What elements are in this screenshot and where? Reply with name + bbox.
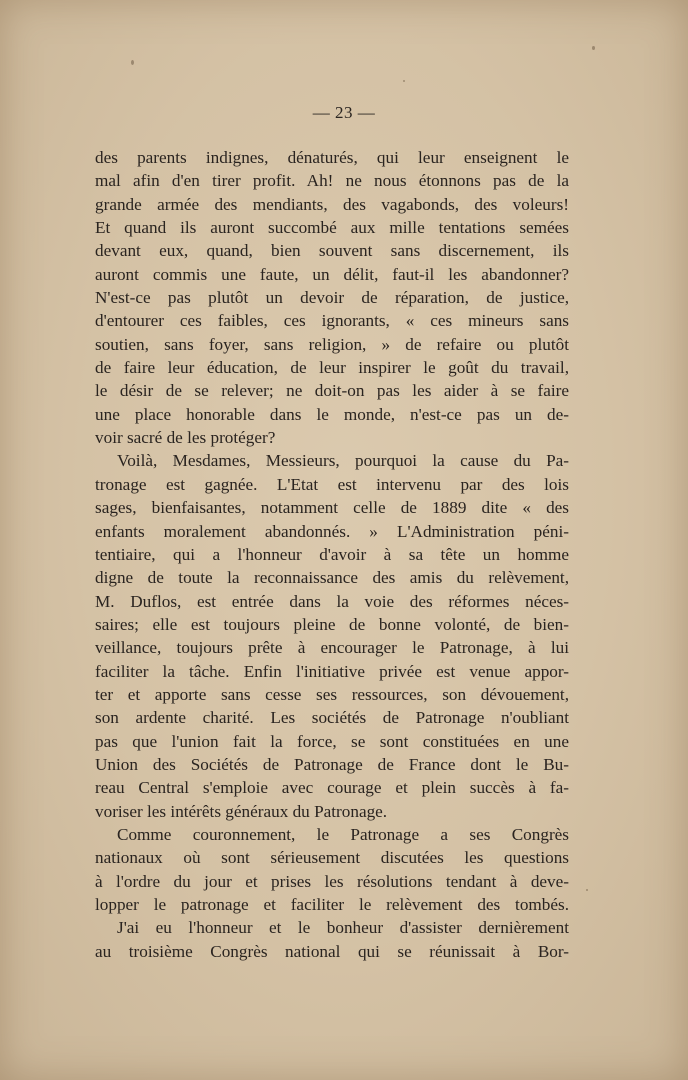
text-line: Union des Sociétés de Patronage de France dont le Bu- bbox=[95, 754, 569, 774]
text-line: voir sacré de les protéger? bbox=[95, 428, 276, 448]
text-line: tronage est gagnée. L'Etat est intervenu par des lois bbox=[95, 474, 569, 494]
text-line: de faire leur éducation, de leur inspirer le goût du travail, bbox=[95, 358, 569, 378]
text-line: des parents indignes, dénaturés, qui leur enseignent le bbox=[95, 148, 569, 167]
text-line: enfants moralement abandonnés. » L'Administration péni- bbox=[95, 521, 569, 541]
page-number: — 23 — bbox=[312, 103, 376, 122]
text-line: auront commis une faute, un délit, faut-il les abandonner? bbox=[95, 264, 569, 284]
text-line: au troisième Congrès national qui se réunissait à Bor- bbox=[95, 941, 569, 961]
paper-speck bbox=[592, 46, 595, 50]
text-line: sages, bienfaisantes, notamment celle de 1889 dite « des bbox=[95, 498, 569, 518]
text-line: Voilà, Mesdames, Messieurs, pourquoi la cause du Pa- bbox=[117, 451, 569, 471]
body-text bbox=[95, 146, 569, 963]
text-line: faciliter la tâche. Enfin l'initiative privée est venue appor- bbox=[95, 661, 569, 681]
text-line: devant eux, quand, bien souvent sans discernement, ils bbox=[95, 241, 569, 261]
text-line: nationaux où sont sérieusement discutées les questions bbox=[95, 848, 569, 868]
paper-speck bbox=[131, 60, 134, 65]
text-line: son ardente charité. Les sociétés de Patronage n'oubliant bbox=[95, 708, 569, 728]
text-line: grande armée des mendiants, des vagabonds, des voleurs! bbox=[95, 194, 569, 214]
text-line: soutien, sans foyer, sans religion, » de refaire ou plutôt bbox=[95, 334, 569, 354]
text-line: mal afin d'en tirer profit. Ah! ne nous étonnons pas de la bbox=[95, 171, 569, 191]
paper-speck bbox=[586, 889, 588, 891]
text-line: une place honorable dans le monde, n'est-ce pas un de- bbox=[95, 404, 569, 424]
text-line: J'ai eu l'honneur et le bonheur d'assister dernièrement bbox=[117, 918, 569, 938]
text-line: à l'ordre du jour et prises les résolutions tendant à deve- bbox=[95, 871, 569, 891]
text-line: voriser les intérêts généraux du Patronage. bbox=[95, 801, 388, 821]
text-line: Comme couronnement, le Patronage a ses Congrès bbox=[117, 824, 569, 844]
paper-speck bbox=[403, 80, 405, 82]
text-line: reau Central s'emploie avec courage et plein succès à fa- bbox=[95, 778, 569, 798]
text-line: tentiaire, qui a l'honneur d'avoir à sa tête un homme bbox=[95, 544, 569, 564]
text-line: saires; elle est toujours pleine de bonne volonté, de bien- bbox=[95, 614, 569, 634]
text-line: veillance, toujours prête à encourager le Patronage, à lui bbox=[95, 638, 569, 658]
text-line: digne de toute la reconnaissance des amis du relèvement, bbox=[95, 568, 569, 588]
text-line: lopper le patronage et faciliter le relèvement des tombés. bbox=[95, 895, 569, 914]
text-line: pas que l'union fait la force, se sont constituées en une bbox=[95, 731, 569, 751]
text-line: M. Duflos, est entrée dans la voie des réformes néces- bbox=[95, 591, 569, 611]
text-line: N'est-ce pas plutôt un devoir de réparation, de justice, bbox=[95, 288, 569, 308]
text-line: d'entourer ces faibles, ces ignorants, « ces mineurs sans bbox=[95, 311, 569, 331]
text-line: Et quand ils auront succombé aux mille tentations semées bbox=[95, 218, 569, 238]
text-line: ter et apporte sans cesse ses ressources, son dévouement, bbox=[95, 684, 569, 704]
text-line: le désir de se relever; ne doit-on pas les aider à se faire bbox=[95, 381, 569, 401]
